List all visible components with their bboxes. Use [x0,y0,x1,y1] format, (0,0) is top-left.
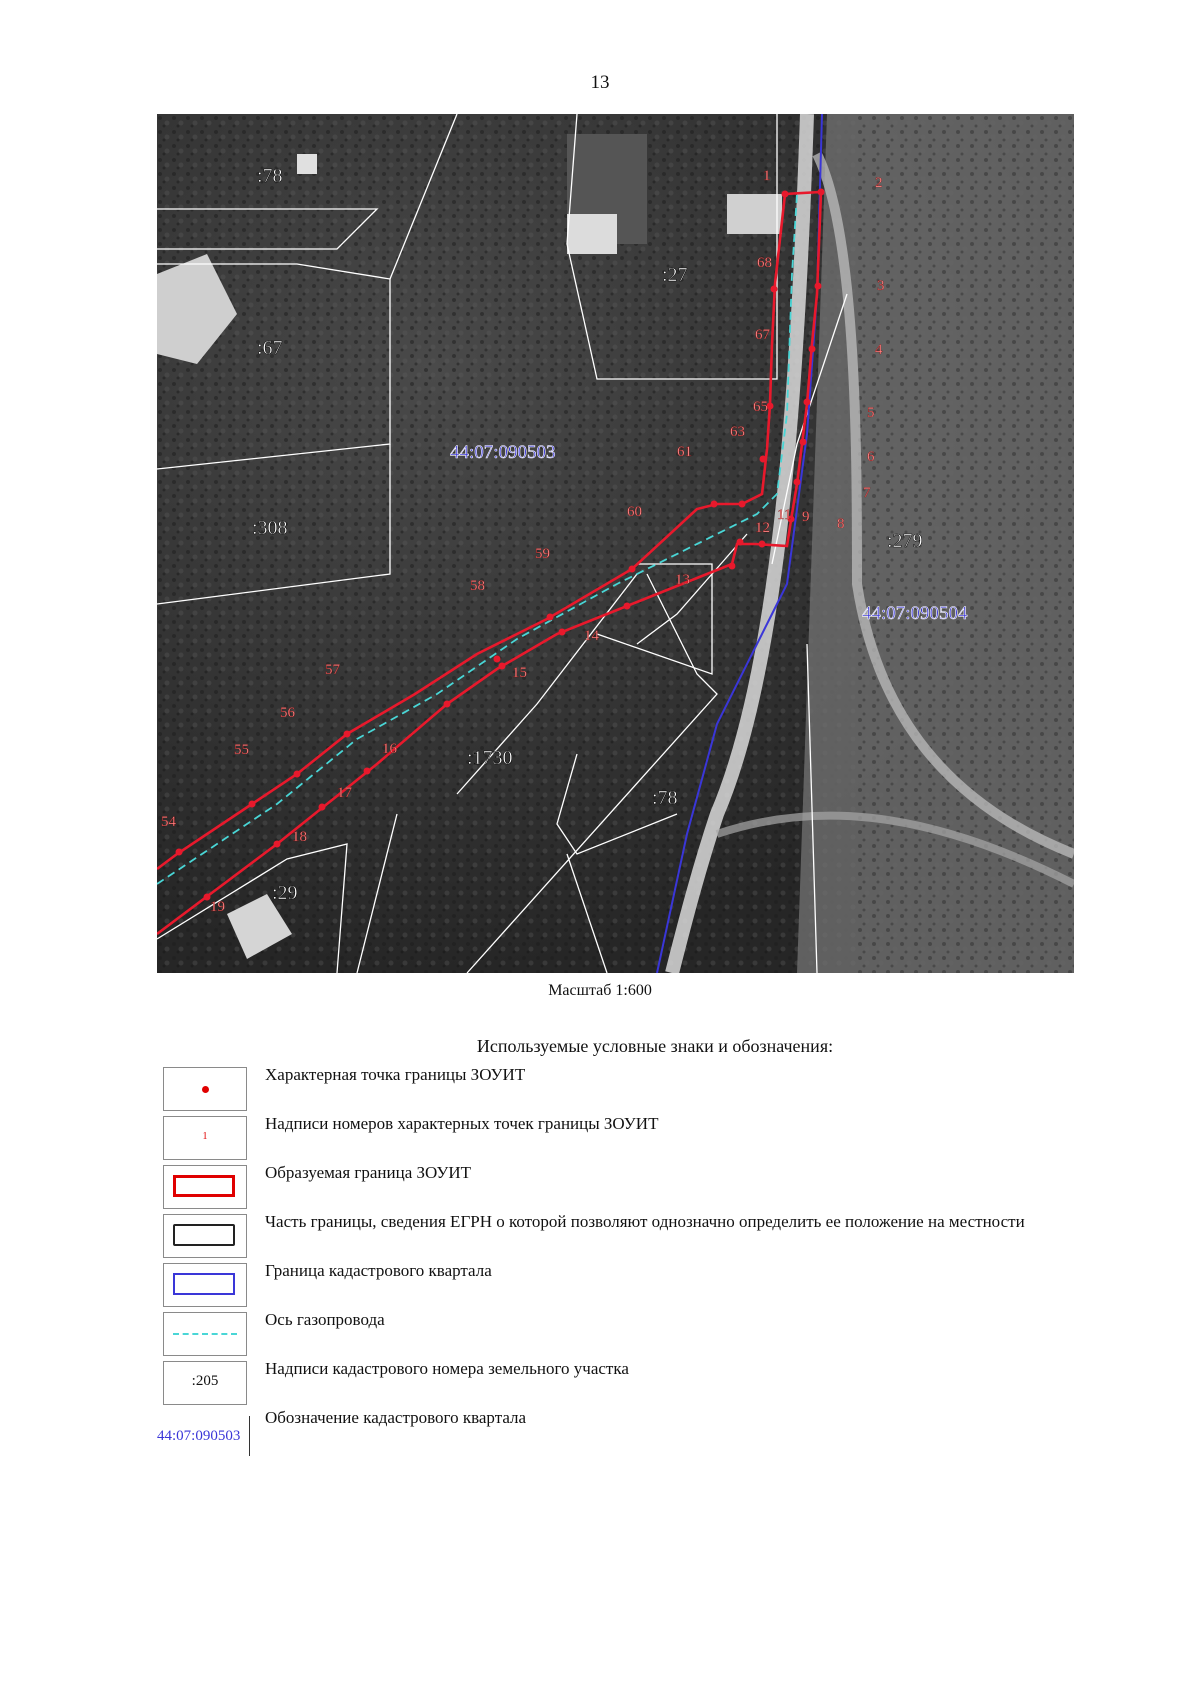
point-number-label: 67 [755,327,770,343]
black-rect-icon [173,1224,235,1246]
legend-symbol [163,1312,247,1356]
cyan-dash-icon [173,1333,237,1335]
quarter-number-icon: 44:07:090503 [157,1416,250,1456]
point-number-label: 8 [837,516,845,532]
legend-item [163,1263,1083,1311]
point-number-label: 13 [675,572,690,588]
point-number-label: 7 [863,485,871,501]
red-number-icon: 1 [202,1131,208,1142]
point-number-label: 14 [584,628,599,644]
point-number-label: 68 [757,255,772,271]
point-number-label: 56 [280,705,295,721]
point-number-label: 3 [877,278,885,294]
point-number-label: 55 [234,742,249,758]
point-number-label: 11 [777,507,792,523]
point-number-label: 57 [325,662,340,678]
legend-symbol [163,1214,247,1258]
red-dot-icon [202,1086,209,1093]
point-number-label: 63 [730,424,745,440]
parcel-label: :308 [252,517,288,539]
legend-text: Образуемая граница ЗОУИТ [265,1163,472,1182]
quarter-label: 44:07:090504 [862,603,968,624]
legend-text: Характерная точка границы ЗОУИТ [265,1065,526,1084]
legend-symbol [163,1361,247,1405]
parcel-label: :1730 [467,747,513,769]
blue-rect-icon [173,1273,235,1295]
parcel-label: :67 [257,337,283,359]
point-number-label: 18 [292,829,307,845]
point-number-label: 1 [763,168,771,184]
map-svg [157,114,1074,973]
point-number-label: 2 [875,175,883,191]
point-number-label: 65 [753,399,768,415]
legend-symbol [163,1165,247,1209]
legend-item [157,1408,1083,1458]
cadastral-number-icon: :205 [191,1373,219,1389]
point-number-label: 54 [161,814,176,830]
page-number: 13 [590,72,610,93]
point-number-label: 12 [755,520,770,536]
red-rect-icon [173,1175,235,1197]
legend-item [163,1165,1083,1213]
legend-item [163,1214,1083,1262]
point-number-label: 16 [382,741,397,757]
scale-label: Масштаб 1:600 [548,982,652,999]
legend-item [163,1067,1083,1115]
legend-item [163,1361,1083,1409]
point-number-label: 4 [875,342,883,358]
parcel-label: :78 [257,165,283,187]
point-number-label: 17 [337,785,352,801]
legend-text: Часть границы, сведения ЕГРН о которой позволяют однозначно определить ее положение на местности [265,1212,1025,1231]
legend-item [163,1312,1083,1360]
parcel-label: :29 [272,882,298,904]
quarter-label: 44:07:090503 [450,442,556,463]
legend-symbol [163,1263,247,1307]
point-number-label: 61 [677,444,692,460]
legend-text: Надписи номеров характерных точек границы ЗОУИТ [265,1114,659,1133]
legend-text: Надписи кадастрового номера земельного участка [265,1359,629,1378]
point-number-label: 15 [512,665,527,681]
point-number-label: 19 [210,899,225,915]
point-number-label: 59 [535,546,550,562]
legend-text: Ось газопровода [265,1310,385,1329]
parcel-label: :27 [662,264,688,286]
legend-symbol [163,1116,247,1160]
legend-symbol [163,1067,247,1111]
point-number-label: 5 [867,405,875,421]
parcel-label: :78 [652,787,678,809]
point-number-label: 6 [867,449,875,465]
legend-text: Граница кадастрового квартала [265,1261,492,1280]
legend-text: Обозначение кадастрового квартала [265,1408,527,1427]
point-number-label: 60 [627,504,642,520]
point-number-label: 9 [802,509,810,525]
legend-title: Используемые условные знаки и обозначения: [476,1036,834,1056]
legend-item [163,1116,1083,1164]
cadastral-map [157,114,1074,973]
point-number-label: 58 [470,578,485,594]
parcel-label: :279 [887,530,923,552]
